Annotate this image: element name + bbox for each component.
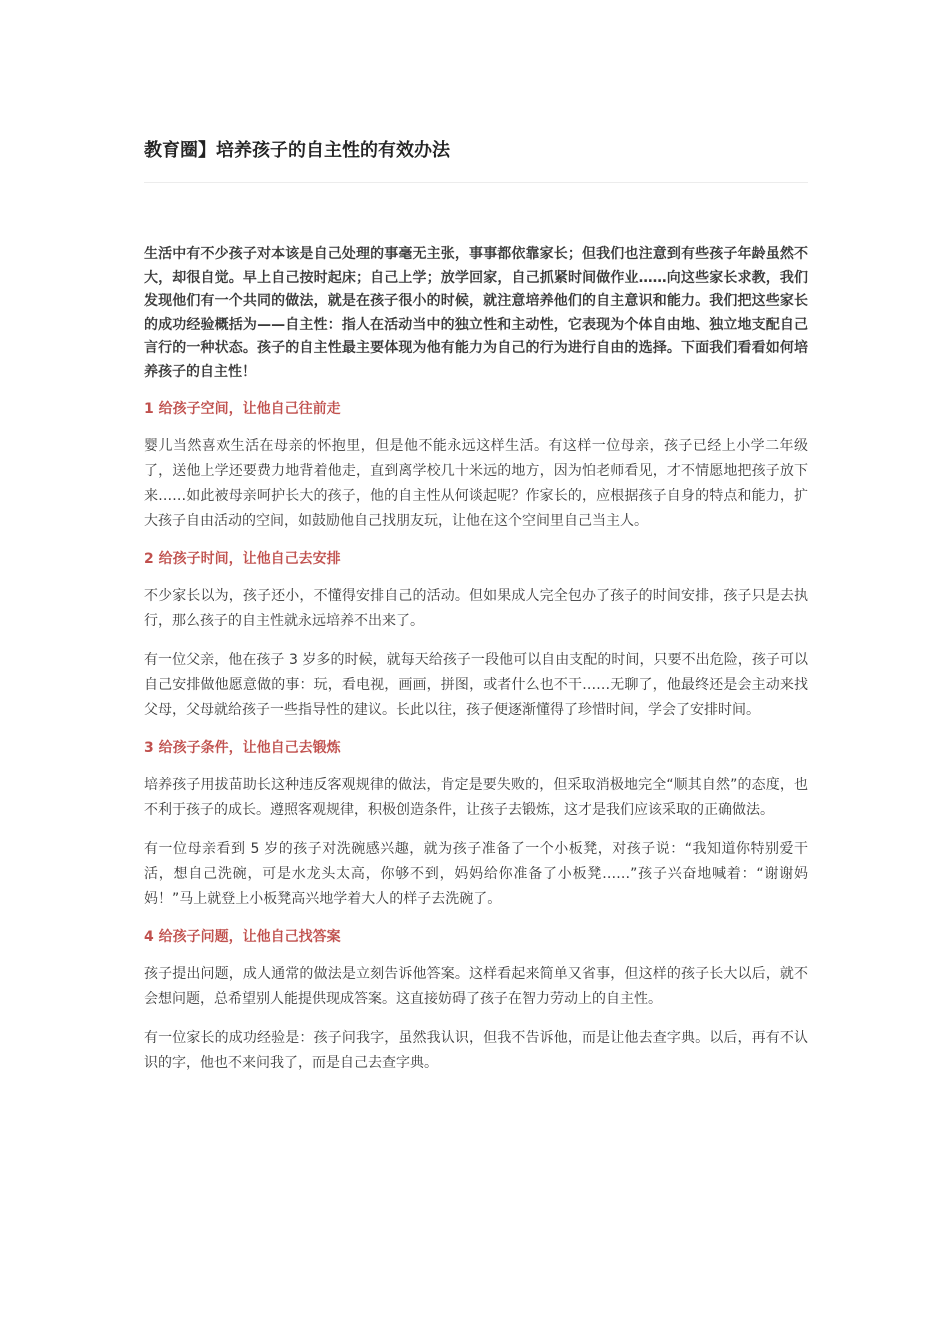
article-title: 教育圈】培养孩子的自主性的有效办法 — [144, 138, 808, 183]
section-4 — [144, 926, 808, 1076]
section-heading: 2 给孩子时间，让他自己去安排 — [144, 551, 341, 567]
section-paragraph: 有一位父亲，他在孩子 3 岁多的时候，就每天给孩子一段他可以自由支配的时间，只要不出危险，孩子可以自己安排做他愿意做的事：玩，看电视，画画，拼图，或者什么也不干……无聊了，他最终还是会主动来找父母，父母就给孩子一些指导性的建议。长此以往，孩子便逐渐懂得了珍惜时间，学会了安排时间。 — [144, 652, 808, 718]
section-2 — [144, 548, 808, 723]
section-1 — [144, 398, 808, 534]
section-paragraph: 有一位家长的成功经验是：孩子问我字，虽然我认识，但我不告诉他，而是让他去查字典。以后，再有不认识的字，他也不来问我了，而是自己去查字典。 — [144, 1030, 808, 1071]
section-paragraph: 孩子提出问题，成人通常的做法是立刻告诉他答案。这样看起来简单又省事，但这样的孩子长大以后，就不会想问题，总希望别人能提供现成答案。这直接妨碍了孩子在智力劳动上的自主性。 — [144, 966, 808, 1007]
intro-paragraph: 生活中有不少孩子对本该是自己处理的事毫无主张，事事都依靠家长；但我们也注意到有些孩子年龄虽然不大，却很自觉。早上自己按时起床；自己上学；放学回家，自己抓紧时间做作业……向这些家长求教，我们发现他们有一个共同的做法，就是在孩子很小的时候，就注意培养他们的自主意识和能力。我们把这些家长的成功经验概括为——自主性：指人在活动当中的独立性和主动性，它表现为个体自由地、独立地支配自己言行的一种状态。孩子的自主性最主要体现为他有能力为自己的行为进行自由的选择。下面我们看看如何培养孩子的自主性！ — [144, 246, 808, 380]
document-page — [144, 138, 808, 1090]
section-paragraph: 有一位母亲看到 5 岁的孩子对洗碗感兴趣，就为孩子准备了一个小板凳，对孩子说：“我知道你特别爱干活，想自己洗碗，可是水龙头太高，你够不到，妈妈给你准备了小板凳……”孩子兴奋地喊着：“谢谢妈妈！”马上就登上小板凳高兴地学着大人的样子去洗碗了。 — [144, 841, 808, 907]
section-heading: 4 给孩子问题，让他自己找答案 — [144, 929, 341, 945]
section-paragraph: 不少家长以为，孩子还小，不懂得安排自己的活动。但如果成人完全包办了孩子的时间安排，孩子只是去执行，那么孩子的自主性就永远培养不出来了。 — [144, 588, 808, 629]
section-paragraph: 婴儿当然喜欢生活在母亲的怀抱里，但是他不能永远这样生活。有这样一位母亲，孩子已经上小学二年级了，送他上学还要费力地背着他走，直到离学校几十米远的地方，因为怕老师看见，才不情愿地把孩子放下来……如此被母亲呵护长大的孩子，他的自主性从何谈起呢？作家长的，应根据孩子自身的特点和能力，扩大孩子自由活动的空间，如鼓励他自己找朋友玩，让他在这个空间里自己当主人。 — [144, 438, 808, 529]
section-paragraph: 培养孩子用拔苗助长这种违反客观规律的做法，肯定是要失败的，但采取消极地完全“顺其自然”的态度，也不利于孩子的成长。遵照客观规律，积极创造条件，让孩子去锻炼，这才是我们应该采取的正确做法。 — [144, 777, 808, 818]
section-heading: 1 给孩子空间，让他自己往前走 — [144, 401, 341, 417]
article-body — [144, 243, 808, 1076]
section-3 — [144, 737, 808, 912]
section-heading: 3 给孩子条件，让他自己去锻炼 — [144, 740, 341, 756]
